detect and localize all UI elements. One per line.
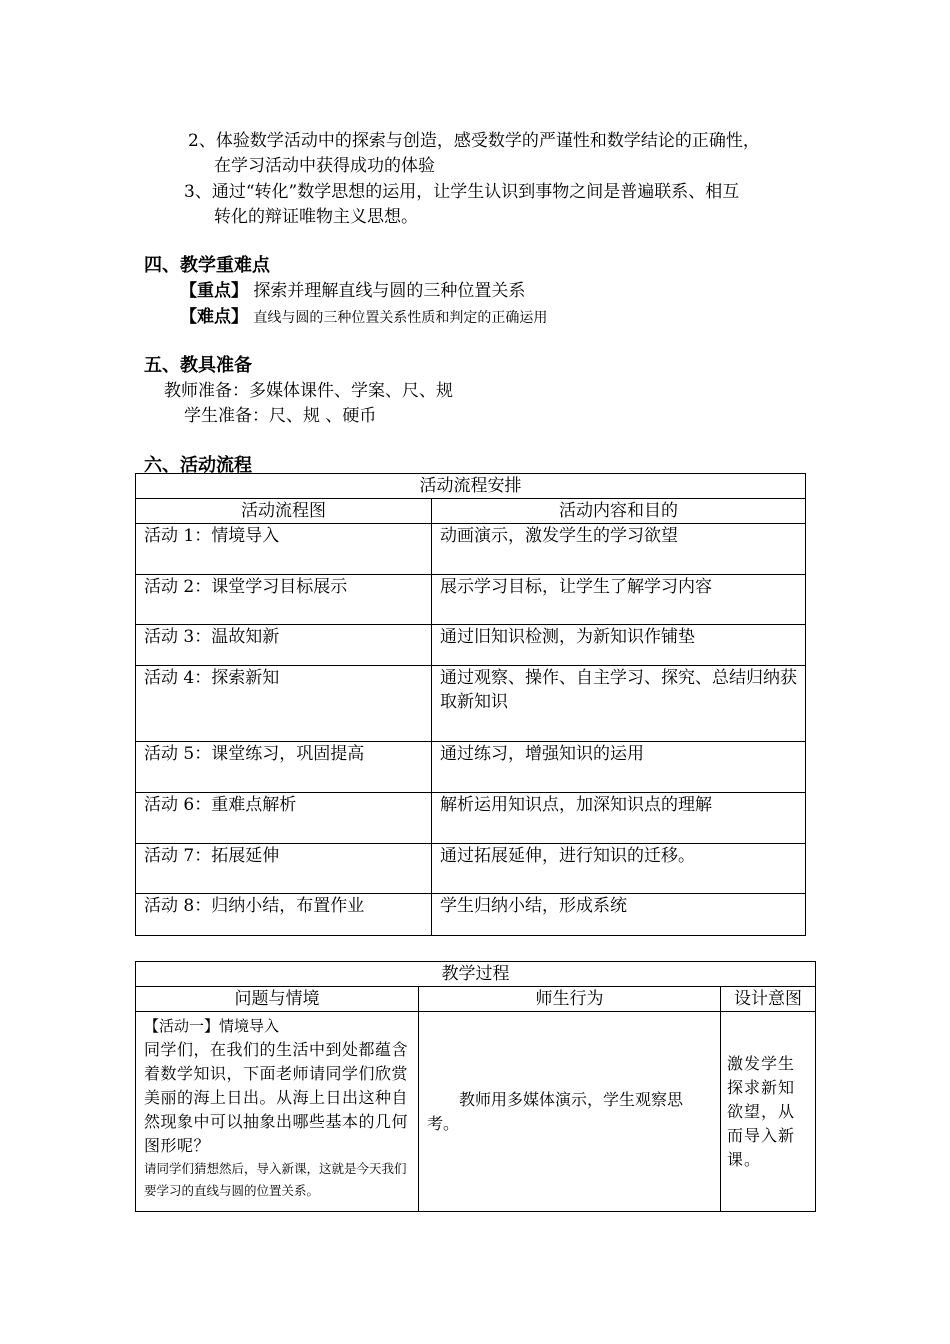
activity-flow-table	[135, 473, 806, 936]
activity-name: 活动 2：课堂学习目标展示	[136, 575, 432, 625]
activity-name: 活动 4：探索新知	[136, 666, 432, 742]
teaching-process-table	[135, 961, 816, 1212]
activity-name: 活动 7：拓展延伸	[136, 844, 432, 894]
activity-content: 通过观察、操作、自主学习、探究、总结归纳获取新知识	[432, 666, 806, 742]
section6-heading: 六、活动流程	[144, 455, 252, 476]
table-row	[136, 742, 806, 793]
activity-content: 通过练习，增强知识的运用	[432, 742, 806, 793]
process-col-intent-header: 设计意图	[721, 987, 816, 1012]
activity-name: 活动 6：重难点解析	[136, 793, 432, 844]
activity-name: 活动 1：情境导入	[136, 524, 432, 575]
table-row	[136, 844, 806, 894]
process-situation-text: 同学们，在我们的生活中到处都蕴含着数学知识，下面老师请同学们欣赏美丽的海上日出。从海上日出这种自然现象中可以抽象出哪些基本的几何图形呢？	[144, 1040, 409, 1155]
difficult-point-label: 【难点】	[180, 307, 248, 327]
activity-table-title: 活动流程安排	[136, 474, 806, 499]
process-situation-note: 请同学们猜想然后，导入新课，这就是今天我们要学习的直线与圆的位置关系。	[144, 1161, 407, 1198]
process-situation-cell	[136, 1012, 419, 1212]
section4-heading: 四、教学重难点	[144, 255, 270, 276]
student-prep: 学生准备：尺、规 、硬币	[184, 406, 377, 426]
table-row	[136, 575, 806, 625]
section5-heading: 五、教具准备	[144, 355, 252, 376]
key-point-line	[180, 276, 525, 301]
activity-content: 解析运用知识点，加深知识点的理解	[432, 793, 806, 844]
process-intent-cell: 激发学生探求新知欲望，从而导入新课。	[721, 1012, 816, 1212]
process-activity-label: 【活动一】情境导入	[144, 1017, 280, 1035]
key-point-label: 【重点】	[180, 281, 248, 301]
objective-3-line1: 3、通过“转化”数学思想的运用，让学生认识到事物之间是普遍联系、相互	[184, 182, 740, 202]
activity-name: 活动 3：温故知新	[136, 625, 432, 666]
process-col-behavior-header: 师生行为	[419, 987, 721, 1012]
difficult-point-line	[180, 302, 547, 327]
activity-content: 通过旧知识检测，为新知识作铺垫	[432, 625, 806, 666]
activity-name: 活动 8：归纳小结，布置作业	[136, 894, 432, 936]
table-row	[136, 1012, 816, 1212]
activity-content: 通过拓展延伸，进行知识的迁移。	[432, 844, 806, 894]
activity-name: 活动 5：课堂练习，巩固提高	[136, 742, 432, 793]
objective-3-line2: 转化的辩证唯物主义思想。	[214, 207, 418, 227]
activity-col-content-header: 活动内容和目的	[432, 499, 806, 524]
table-row	[136, 524, 806, 575]
key-point-text: 探索并理解直线与圆的三种位置关系	[253, 281, 526, 301]
activity-content: 学生归纳小结，形成系统	[432, 894, 806, 936]
table-row	[136, 894, 806, 936]
process-behavior-cell: 教师用多媒体演示，学生观察思考。	[419, 1012, 721, 1212]
difficult-point-text: 直线与圆的三种位置关系性质和判定的正确运用	[253, 310, 548, 326]
activity-col-flow-header: 活动流程图	[136, 499, 432, 524]
process-col-situation-header: 问题与情境	[136, 987, 419, 1012]
table-row	[136, 666, 806, 742]
objective-2-line2: 在学习活动中获得成功的体验	[214, 156, 435, 176]
teacher-prep: 教师准备：多媒体课件、学案、尺、规	[164, 381, 453, 401]
table-row	[136, 625, 806, 666]
table-row	[136, 793, 806, 844]
objective-2-line1: 2、体验数学活动中的探索与创造，感受数学的严谨性和数学结论的正确性，	[188, 131, 760, 151]
activity-content: 动画演示，激发学生的学习欲望	[432, 524, 806, 575]
activity-content: 展示学习目标，让学生了解学习内容	[432, 575, 806, 625]
process-table-title: 教学过程	[136, 962, 816, 987]
